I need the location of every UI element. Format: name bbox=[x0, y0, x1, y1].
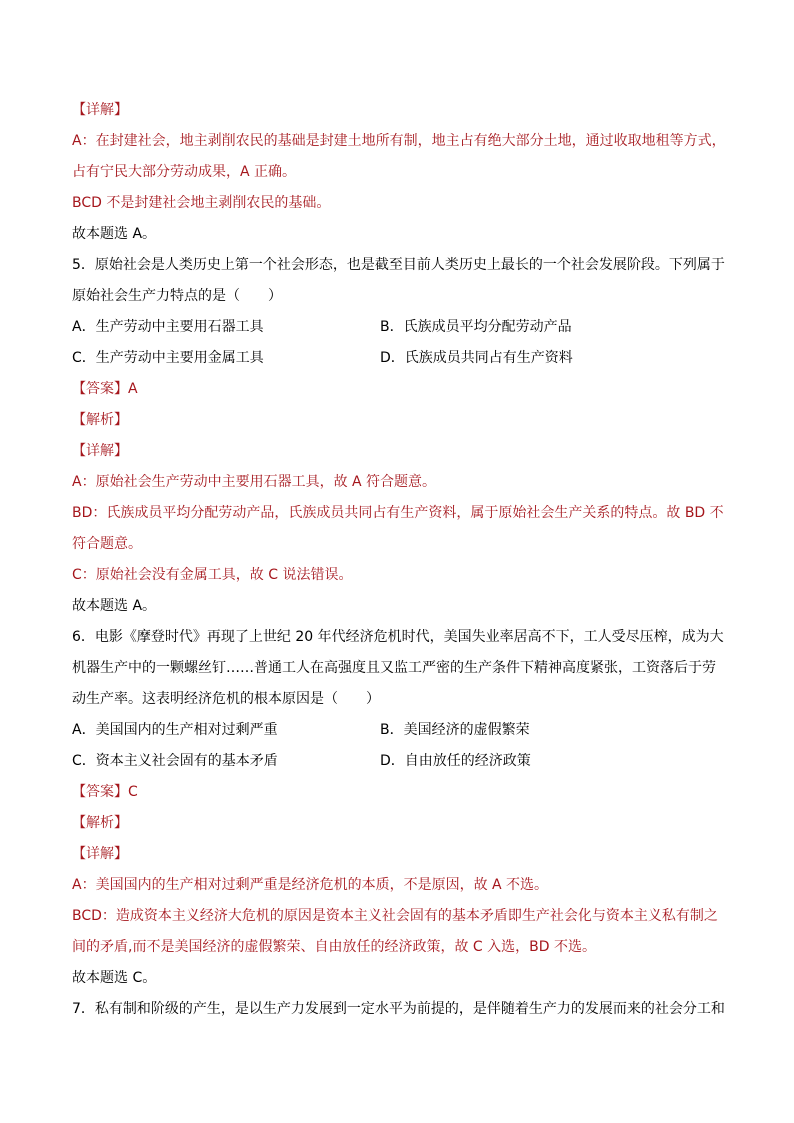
explanation-line: BD：氏族成员平均分配劳动产品，氏族成员共同占有生产资料，属于原始社会生产关系的特点。故 BD 不 bbox=[72, 505, 724, 521]
explanation-line: A：原始社会生产劳动中主要用石器工具，故 A 符合题意。 bbox=[72, 474, 437, 490]
detail-heading: 【详解】 bbox=[72, 846, 128, 862]
detail-heading: 【详解】 bbox=[72, 102, 128, 118]
explanation-line: C：原始社会没有金属工具，故 C 说法错误。 bbox=[72, 567, 353, 583]
answer-line: 【答案】A bbox=[72, 381, 138, 397]
option-row bbox=[72, 343, 722, 374]
explanation-line: 占有宁民大部分劳动成果，A 正确。 bbox=[72, 164, 297, 180]
explanation-line: A：美国国内的生产相对过剩严重是经济危机的本质，不是原因，故 A 不选。 bbox=[72, 877, 549, 893]
option-c: C．资本主义社会固有的基本矛盾 bbox=[72, 753, 278, 769]
conclusion-line: 故本题选 C。 bbox=[72, 970, 157, 986]
answer-line: 【答案】C bbox=[72, 784, 138, 800]
conclusion-line: 故本题选 A。 bbox=[72, 598, 157, 614]
question-stem: 原始社会生产力特点的是（ ） bbox=[72, 288, 282, 304]
option-c: C．生产劳动中主要用金属工具 bbox=[72, 350, 264, 366]
option-row bbox=[72, 715, 722, 746]
option-row bbox=[72, 312, 722, 343]
conclusion-line: 故本题选 A。 bbox=[72, 226, 157, 242]
explanation-line: A：在封建社会，地主剥削农民的基础是封建土地所有制，地主占有绝大部分土地，通过收取地租等方式， bbox=[72, 133, 726, 149]
question-stem: 动生产率。这表明经济危机的根本原因是（ ） bbox=[72, 691, 380, 707]
detail-heading: 【详解】 bbox=[72, 443, 128, 459]
explanation-line: 间的矛盾,而不是美国经济的虚假繁荣、自由放任的经济政策，故 C 入选，BD 不选。 bbox=[72, 939, 596, 955]
question-stem: 5．原始社会是人类历史上第一个社会形态，也是截至目前人类历史上最长的一个社会发展阶段。下列属于 bbox=[72, 257, 725, 273]
question-stem: 7．私有制和阶级的产生，是以生产力发展到一定水平为前提的，是伴随着生产力的发展而来的社会分工和 bbox=[72, 1001, 725, 1017]
option-d: D．氏族成员共同占有生产资料 bbox=[380, 350, 573, 366]
question-stem: 机器生产中的一颗螺丝钉……普通工人在高强度且又监工严密的生产条件下精神高度紧张，工资落后于劳 bbox=[72, 660, 716, 676]
option-b: B．美国经济的虚假繁荣 bbox=[380, 722, 530, 738]
option-row bbox=[72, 746, 722, 777]
option-a: A．美国国内的生产相对过剩严重 bbox=[72, 722, 278, 738]
explanation-line: BCD：造成资本主义经济大危机的原因是资本主义社会固有的基本矛盾即生产社会化与资本主义私有制之 bbox=[72, 908, 718, 924]
option-d: D．自由放任的经济政策 bbox=[380, 753, 531, 769]
explanation-line: BCD 不是封建社会地主剥削农民的基础。 bbox=[72, 195, 331, 211]
question-stem: 6．电影《摩登时代》再现了上世纪 20 年代经济危机时代，美国失业率居高不下，工人受尽压榨，成为大 bbox=[72, 629, 724, 645]
analysis-heading: 【解析】 bbox=[72, 815, 128, 831]
option-a: A．生产劳动中主要用石器工具 bbox=[72, 319, 264, 335]
explanation-line: 符合题意。 bbox=[72, 536, 142, 552]
document-page bbox=[72, 95, 726, 1025]
option-b: B．氏族成员平均分配劳动产品 bbox=[380, 319, 572, 335]
analysis-heading: 【解析】 bbox=[72, 412, 128, 428]
